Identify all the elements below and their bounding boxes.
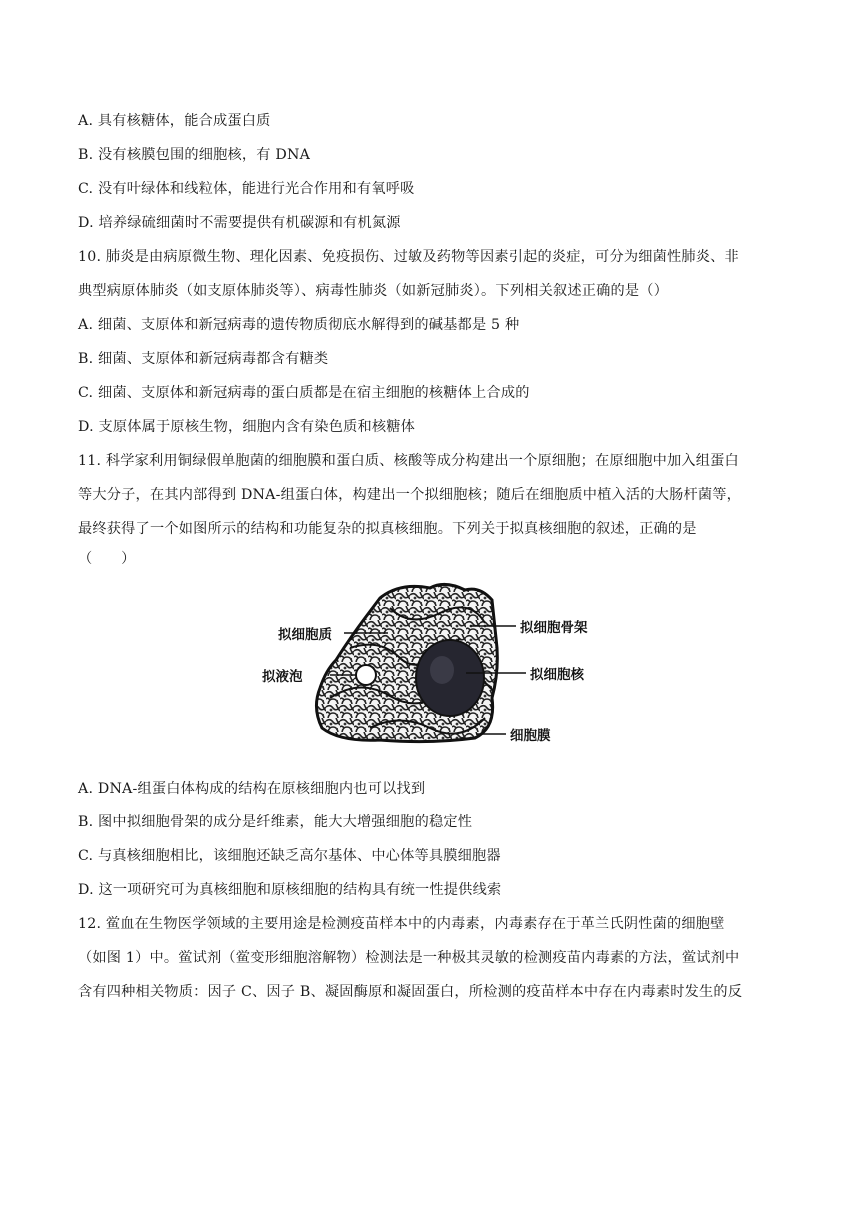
q9-option-a: A. 具有核糖体，能合成蛋白质 xyxy=(78,113,271,129)
q11-stem-line-2: 等大分子，在其内部得到 DNA-组蛋白体，构建出一个拟细胞核；随后在细胞质中植入活的大肠杆菌等， xyxy=(78,487,742,503)
q11-option-a: A. DNA-组蛋白体构成的结构在原核细胞内也可以找到 xyxy=(78,781,426,797)
q10-stem-line-1: 10. 肺炎是由病原微生物、理化因素、免疫损伤、过敏及药物等因素引起的炎症，可分为细菌性肺炎、非 xyxy=(78,249,739,265)
label-cytoplasm: 拟细胞质 xyxy=(278,627,332,643)
q11-stem-line-3: 最终获得了一个如图所示的结构和功能复杂的拟真核细胞。下列关于拟真核细胞的叙述，正确的是 xyxy=(78,521,697,537)
label-cytoskeleton: 拟细胞骨架 xyxy=(520,620,588,636)
q12-stem-line-3: 含有四种相关物质：因子 C、因子 B、凝固酶原和凝固蛋白，所检测的疫苗样本中存在内毒素时发生的反 xyxy=(78,984,743,1000)
q11-option-d: D. 这一项研究可为真核细胞和原核细胞的结构具有统一性提供线索 xyxy=(78,882,502,898)
label-membrane: 细胞膜 xyxy=(510,728,551,744)
vacuole-shape xyxy=(356,665,376,685)
q9-option-c: C. 没有叶绿体和线粒体，能进行光合作用和有氧呼吸 xyxy=(78,181,415,197)
q11-option-c: C. 与真核细胞相比，该细胞还缺乏高尔基体、中心体等具膜细胞器 xyxy=(78,848,501,864)
q10-option-c: C. 细菌、支原体和新冠病毒的蛋白质都是在宿主细胞的核糖体上合成的 xyxy=(78,385,530,401)
q11-stem-line-4: （ ） xyxy=(78,551,136,567)
cell-diagram xyxy=(270,578,610,746)
q12-stem-line-1: 12. 鲎血在生物医学领域的主要用途是检测疫苗样本中的内毒素，内毒素存在于革兰氏阴性菌的细胞壁 xyxy=(78,916,725,932)
q9-option-b: B. 没有核膜包围的细胞核，有 DNA xyxy=(78,147,311,163)
q10-stem-line-2: 典型病原体肺炎（如支原体肺炎等）、病毒性肺炎（如新冠肺炎）。下列相关叙述正确的是（） xyxy=(78,283,669,299)
cell-figure xyxy=(262,578,610,746)
q10-option-a: A. 细菌、支原体和新冠病毒的遗传物质彻底水解得到的碱基都是 5 种 xyxy=(78,317,520,333)
label-vacuole: 拟液泡 xyxy=(262,669,303,685)
q10-option-b: B. 细菌、支原体和新冠病毒都含有糖类 xyxy=(78,351,329,367)
q12-stem-line-2: （如图 1）中。鲎试剂（鲎变形细胞溶解物）检测法是一种极其灵敏的检测疫苗内毒素的方法，鲎试剂中 xyxy=(78,950,740,966)
q10-option-d: D. 支原体属于原核生物，细胞内含有染色质和核糖体 xyxy=(78,419,416,435)
q11-option-b: B. 图中拟细胞骨架的成分是纤维素，能大大增强细胞的稳定性 xyxy=(78,814,473,830)
label-nucleus: 拟细胞核 xyxy=(530,667,584,683)
q11-stem-line-1: 11. 科学家利用铜绿假单胞菌的细胞膜和蛋白质、核酸等成分构建出一个原细胞；在原细胞中加入组蛋白 xyxy=(78,453,739,469)
q9-option-d: D. 培养绿硫细菌时不需要提供有机碳源和有机氮源 xyxy=(78,215,401,231)
